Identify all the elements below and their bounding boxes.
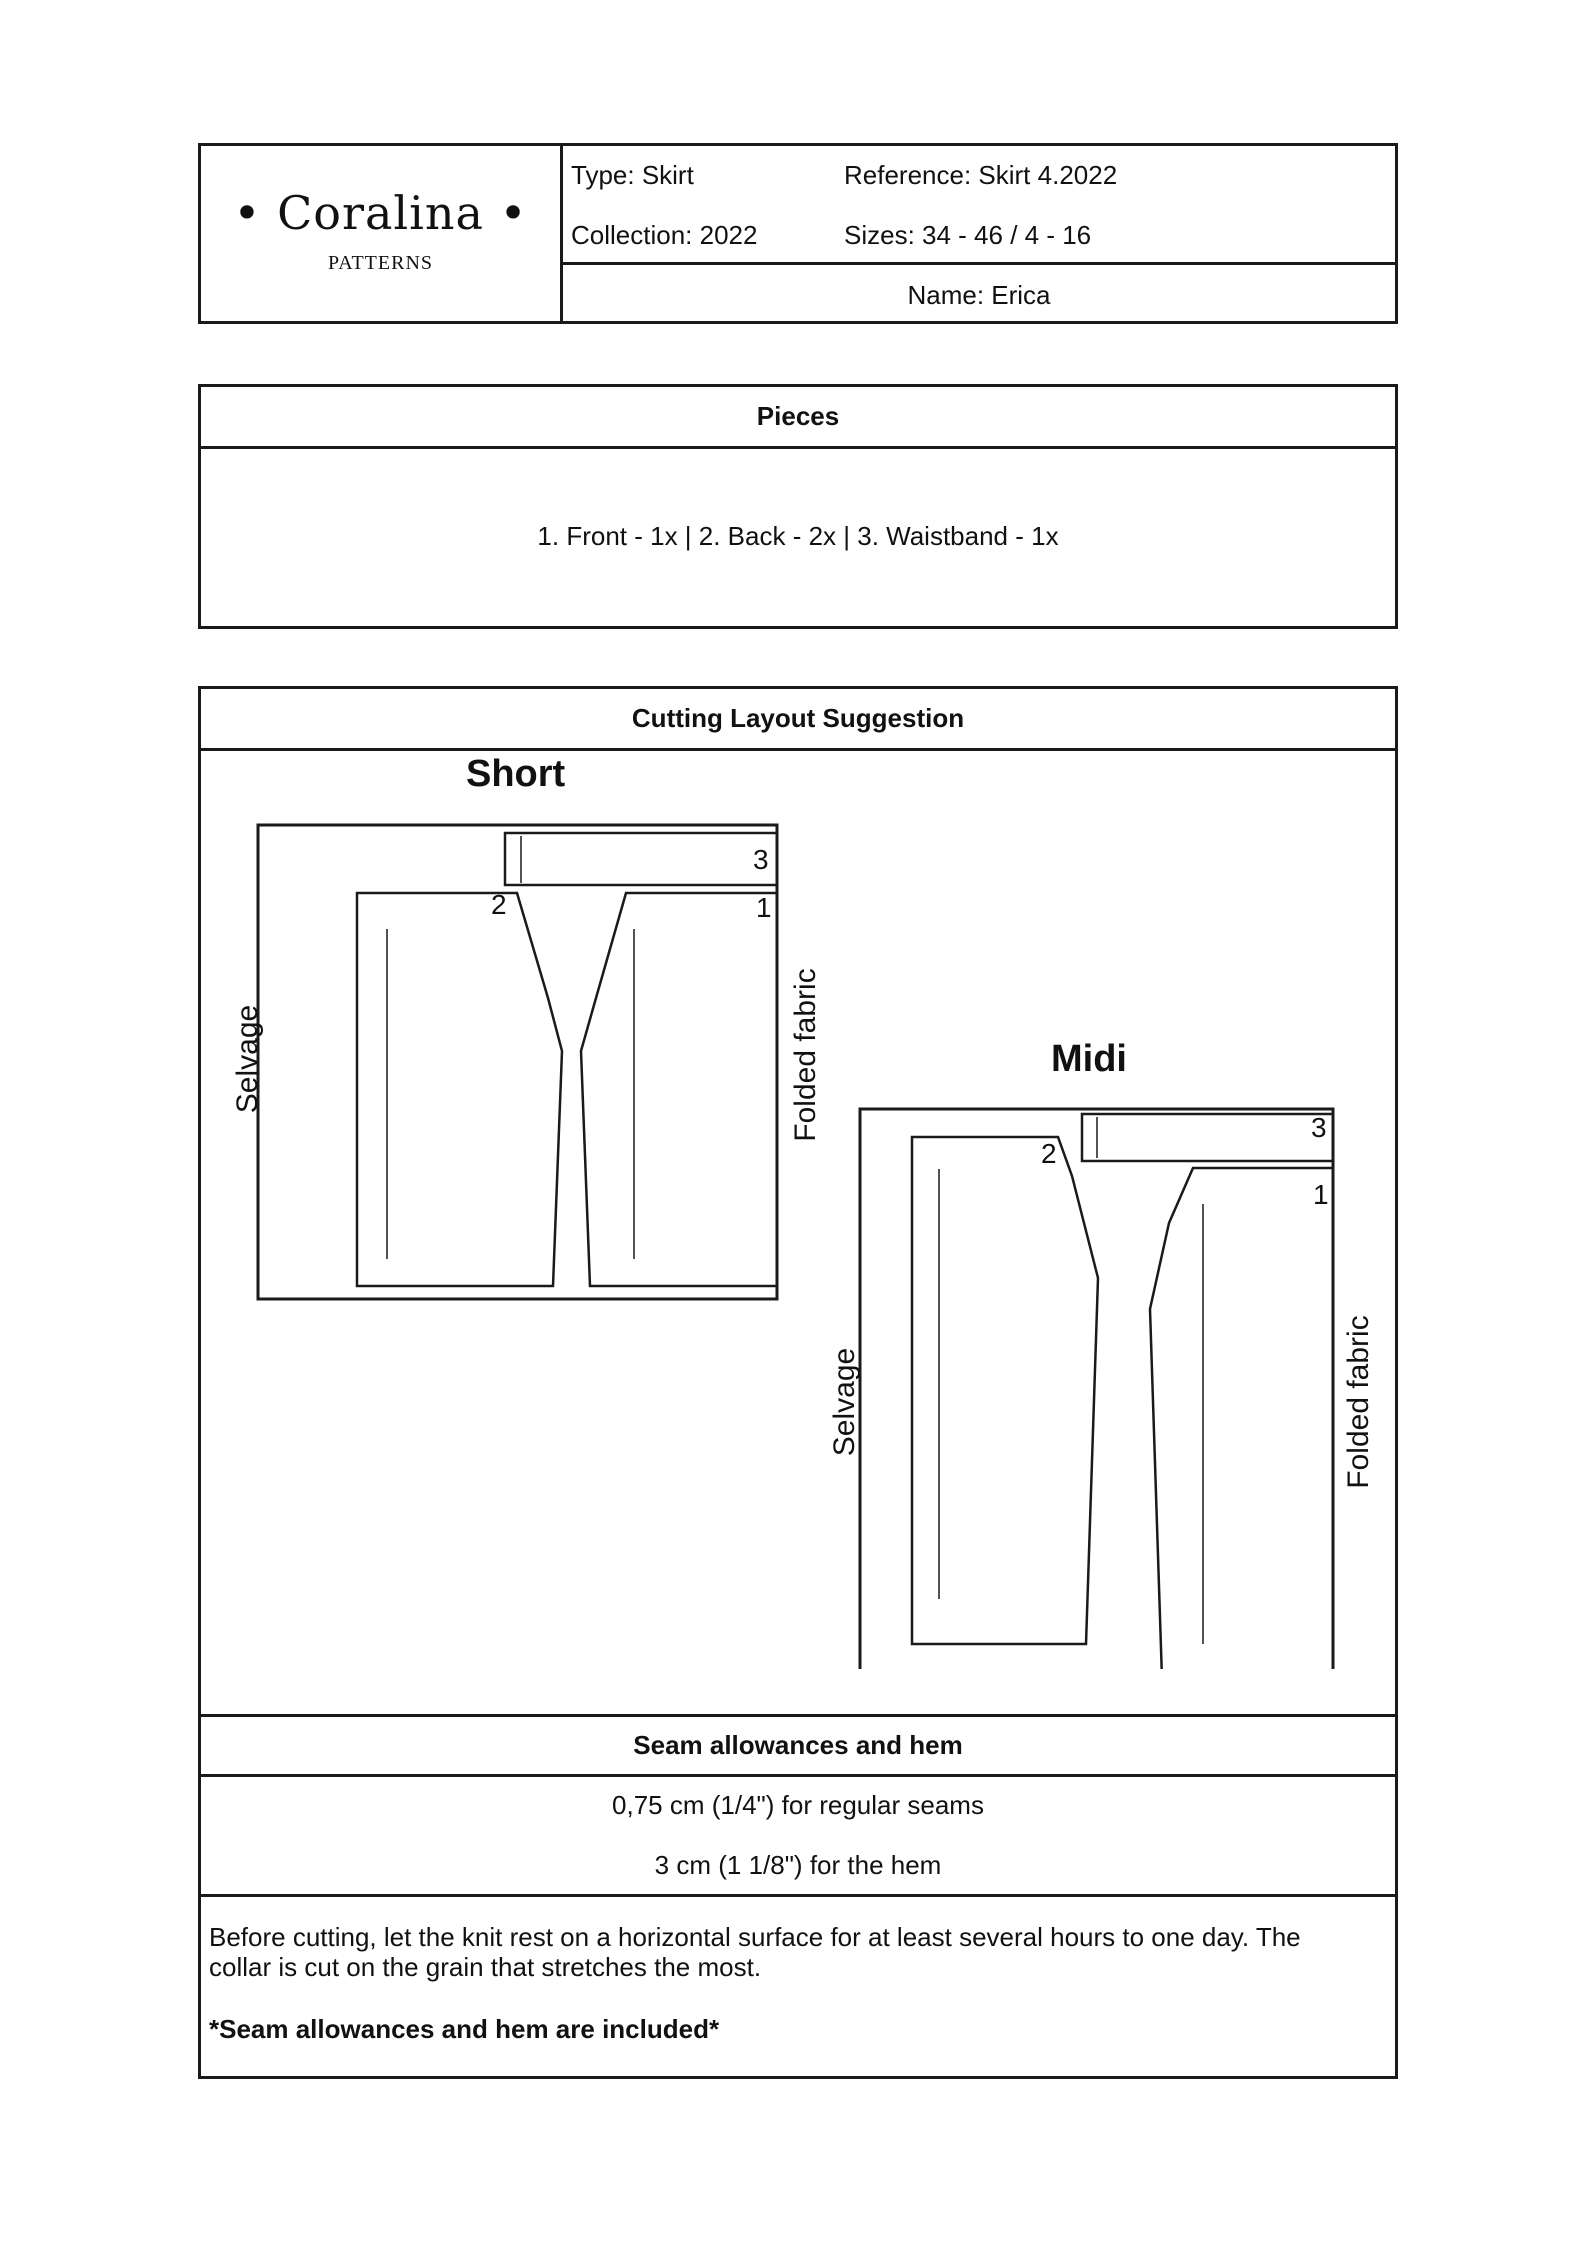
pattern-header <box>198 143 1398 324</box>
midi-piece-1-number: 1 <box>1313 1179 1329 1210</box>
cutting-note: Before cutting, let the knit rest on a horizontal surface for at least several hours to one day. The collar is cut on the grain that stretches the most. <box>209 1922 1301 1982</box>
included-note: *Seam allowances and hem are included* <box>209 2014 720 2044</box>
short-waistband-piece <box>505 833 777 885</box>
short-piece-1-number: 1 <box>756 892 772 923</box>
short-layout-label: Short <box>466 753 566 795</box>
brand-subtitle: PATTERNS <box>327 252 434 274</box>
reference-field: Reference: Skirt 4.2022 <box>844 160 1118 190</box>
pieces-list: 1. Front - 1x | 2. Back - 2x | 3. Waistband - 1x <box>537 521 1059 551</box>
cutting-title: Cutting Layout Suggestion <box>631 703 965 733</box>
header-divider <box>563 262 1395 265</box>
seams-top-divider <box>201 1714 1395 1717</box>
midi-front-piece <box>1150 1168 1333 1669</box>
pieces-box <box>198 384 1398 629</box>
brand-logo: • Coralina • <box>233 186 528 240</box>
collection-field: Collection: 2022 <box>571 220 758 250</box>
short-front-piece <box>581 893 777 1286</box>
midi-folded-label: Folded fabric <box>1342 1315 1375 1489</box>
midi-piece-2-number: 2 <box>1041 1138 1057 1169</box>
short-piece-3-number: 3 <box>753 844 769 875</box>
pieces-divider <box>201 446 1395 449</box>
logo-cell <box>201 146 563 321</box>
seams-title-divider <box>201 1774 1395 1777</box>
seams-regular: 0,75 cm (1/4") for regular seams <box>612 1790 984 1820</box>
short-selvage-label: Selvage <box>231 1004 264 1114</box>
midi-waistband-piece <box>1082 1114 1333 1161</box>
seams-hem: 3 cm (1 1/8") for the hem <box>654 1850 942 1880</box>
seams-title: Seam allowances and hem <box>633 1730 963 1760</box>
cutting-layout-box <box>198 686 1398 2079</box>
sizes-field: Sizes: 34 - 46 / 4 - 16 <box>844 220 1092 250</box>
midi-layout-label: Midi <box>1051 1038 1127 1080</box>
midi-fabric-rect <box>860 1109 1333 1669</box>
name-field: Name: Erica <box>907 280 1051 310</box>
pieces-title: Pieces <box>756 401 840 431</box>
seams-bottom-divider <box>201 1894 1395 1897</box>
short-folded-label: Folded fabric <box>789 968 822 1142</box>
midi-selvage-label: Selvage <box>828 1347 861 1457</box>
midi-piece-3-number: 3 <box>1311 1112 1327 1143</box>
cutting-layout-diagram <box>201 689 1395 1669</box>
midi-back-piece <box>912 1137 1098 1644</box>
short-piece-2-number: 2 <box>491 889 507 920</box>
type-field: Type: Skirt <box>571 160 694 190</box>
